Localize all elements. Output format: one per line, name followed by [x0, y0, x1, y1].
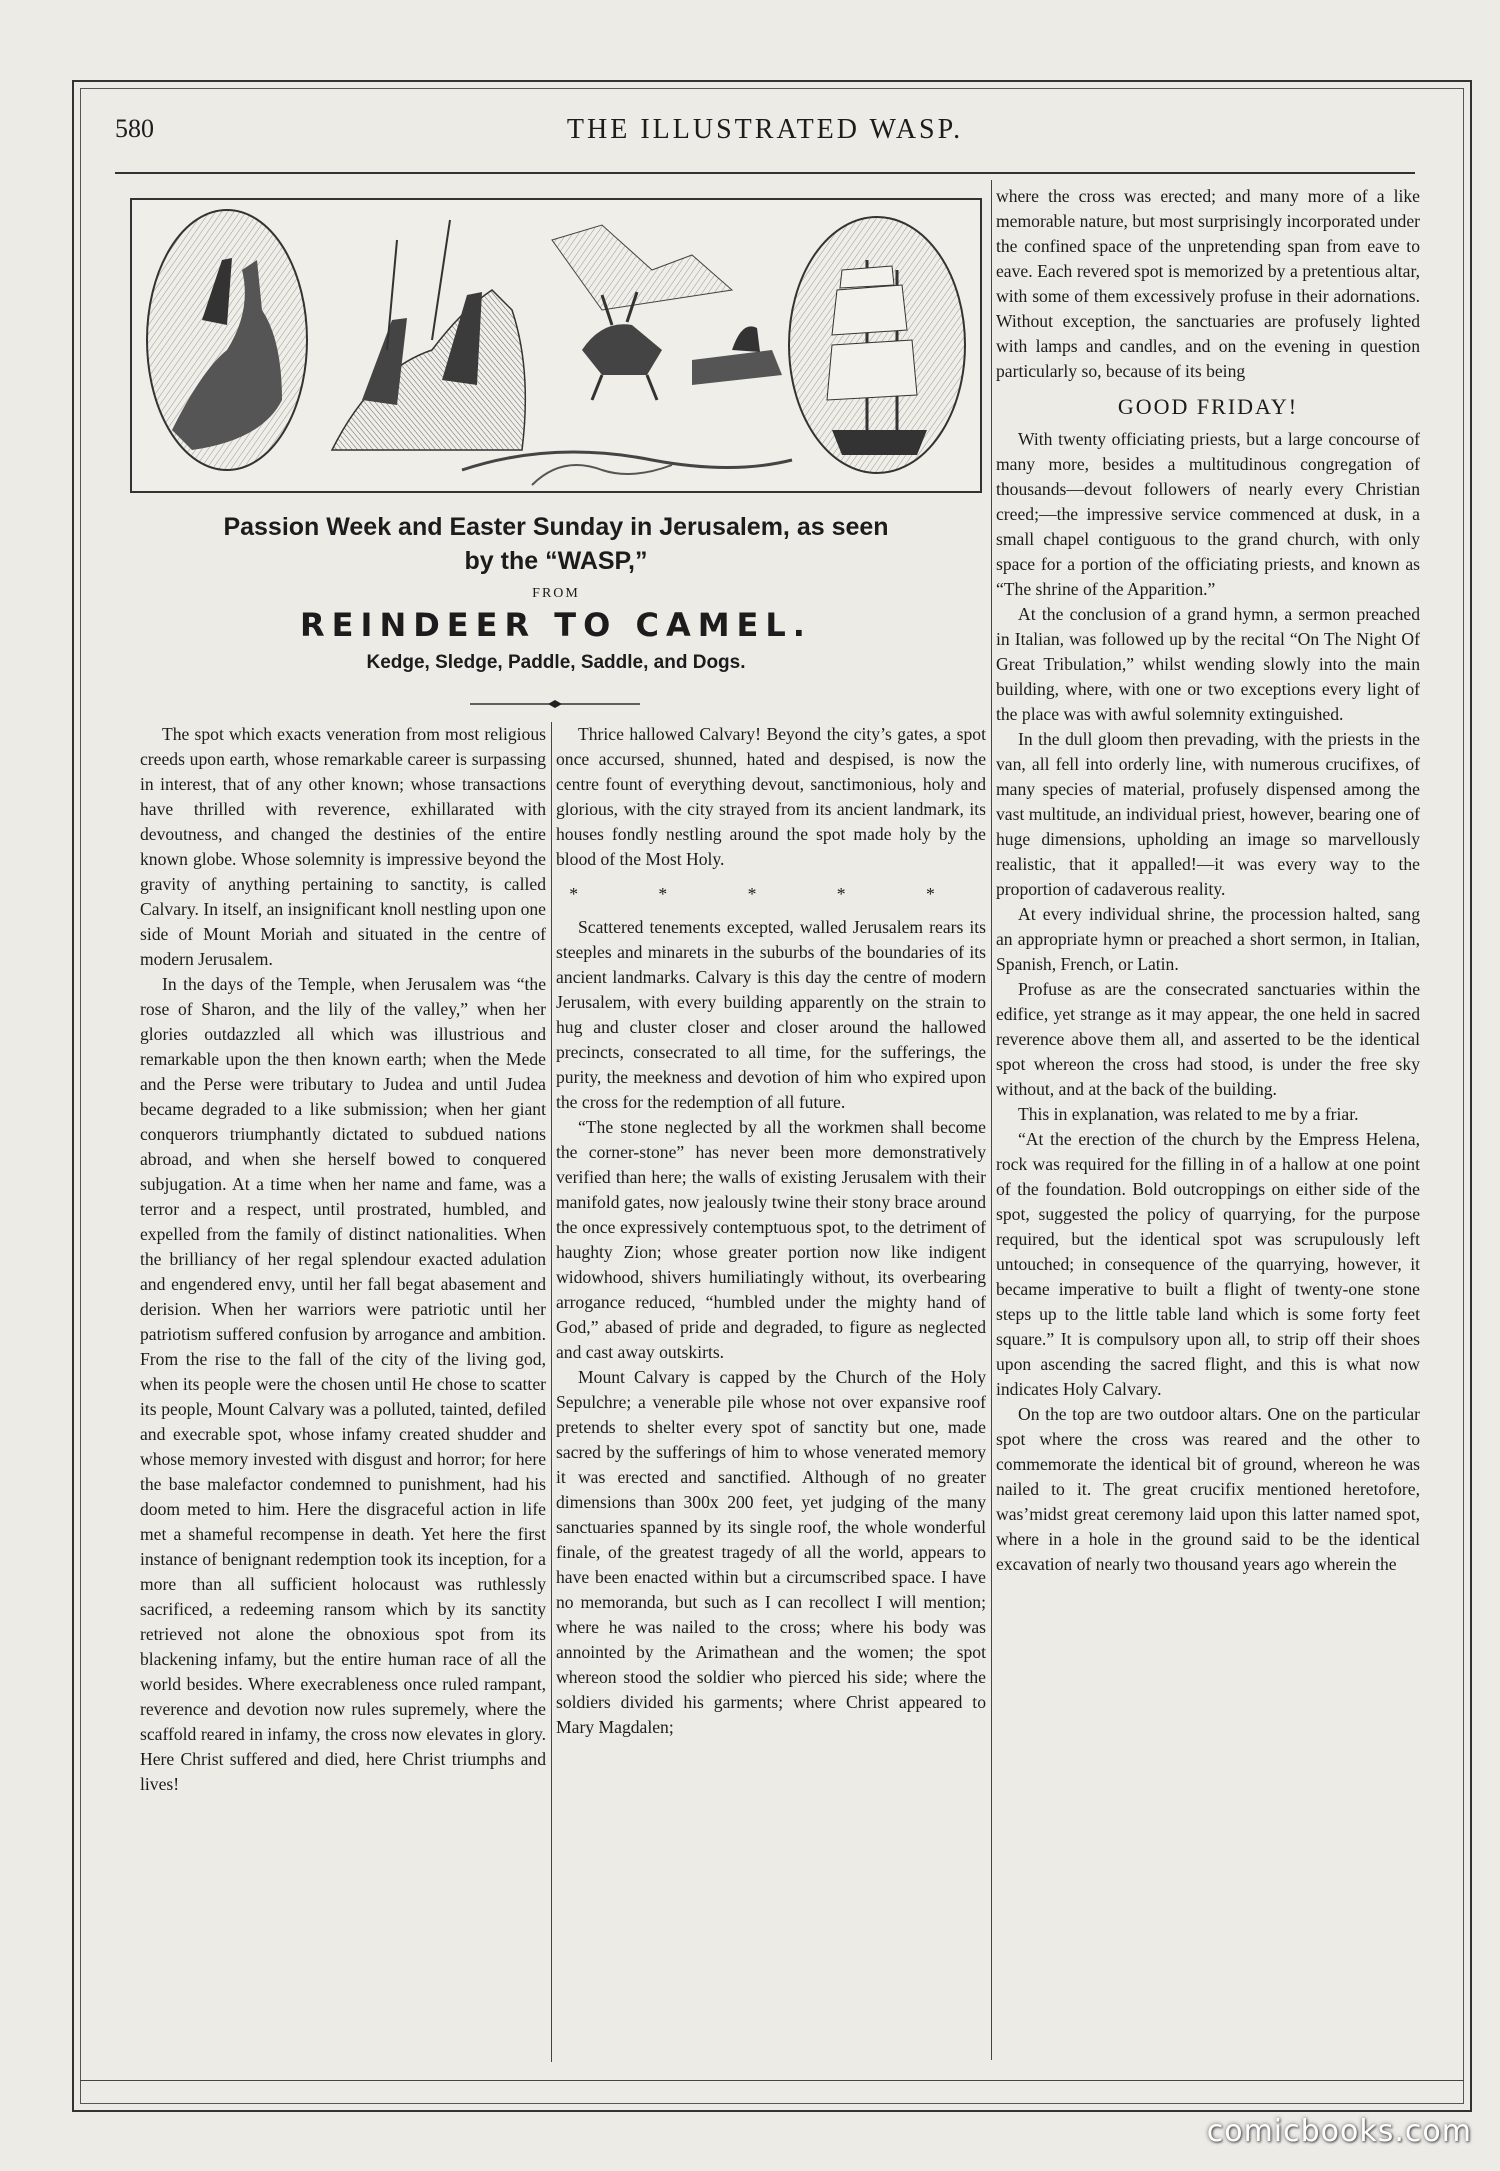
from-label: FROM: [532, 586, 580, 601]
col1-paragraph: The spot which exacts veneration from most religious creeds upon earth, whose remarkable career is surpassing in interest, that of any other known; whose transactions have thrilled with reverence, exhillarated with devoutness, and changed the destinies of the entire known globe. Whose solemnity is impressive beyond the gravity of anything pertaining to sanctity, is called Calvary. In itself, an insignificant knoll nestling upon one side of Mount Moriah and situated in the centre of modern Jerusalem.: [140, 724, 546, 969]
watermark: comicbooks.com: [1206, 2114, 1472, 2149]
col3-paragraph: Profuse as are the consecrated sanctuaries within the edifice, yet strange as it may appear, the one held in sacred reverence above them all, and asserted to be the identical spot whereon the cross had stood, is under the free sky without, and at the back of the building.: [996, 979, 1420, 1099]
col2-paragraph: Scattered tenements excepted, walled Jerusalem rears its steeples and minarets in the suburbs of the boundaries of its ancient landmarks. Calvary is this day the centre of modern Jerusalem, with every building apparently on the strain to hug and cluster closer and closer around the hallowed precincts, consecrated to all time, for the sufferings, the purity, the meekness and devotion of him who expired upon the cross for the redemption of all future.: [556, 917, 986, 1112]
col3-paragraph: At every individual shrine, the procession halted, sang an appropriate hymn or preached a short sermon, in Italian, Spanish, French, or Latin.: [996, 904, 1420, 974]
section-heading: GOOD FRIDAY!: [1117, 394, 1299, 419]
column-3: [996, 184, 1420, 1577]
col3-paragraph: “At the erection of the church by the Empress Helena, rock was required for the filling in of a hallow at one point of the foundation. Bold outcroppings on either side of the spot, suggested the policy of quarrying, for the purpose required, but the identical spot was scrupulously left untouched; in consequence of the quarrying, however, it became imperative to built a flight of twenty-one stone steps up to the little table land which is some forty feet square.” It is compulsory upon all, to strip off their shoes upon ascending the sacred flight, and this is what now indicates Holy Calvary.: [996, 1129, 1420, 1399]
column-2: [556, 722, 986, 1740]
col3-paragraph: where the cross was erected; and many more of a like memorable nature, but most surprisingly incorporated under the confined space of the unpretending span from eave to eave. Each revered spot is memorized by a pretentious altar, with some of them excessively profuse in their adornations. Without exception, the sanctuaries are profusely lighted with lamps and candles, and on the evening in question particularly so, because of its being: [996, 186, 1420, 381]
journal-title: THE ILLUSTRATED WASP.: [566, 114, 964, 145]
page-number: 580: [115, 114, 154, 143]
article-title: REINDEER TO CAMEL.: [300, 606, 812, 644]
column-rule-1: [551, 722, 552, 2062]
headline-line-1: Passion Week and Easter Sunday in Jerusalem, as seen: [223, 513, 889, 541]
col3-paragraph: In the dull gloom then prevading, with the priests in the van, all fell into orderly line, with numerous crucifixes, of many species of material, profusely dispensed among the vast multitude, an individual priest, however, bearing one of huge dimensions, upholding an image so marvellously realistic, that it appalled!—it was every way to the proportion of cadaverous reality.: [996, 729, 1420, 899]
col2-paragraph: “The stone neglected by all the workmen shall become the corner-stone” has never been more demonstratively verified than here; the walls of existing Jerusalem with their manifold gates, now jealously twine their stony brace around the once expressively contemptuous spot, to the detriment of haughty Zion; whose greater portion now like indigent widowhood, shivers humiliatingly without, its overbearing arrogance reduced, “humbled under the mighty hand of God,” abased of pride and degraded, to figure as neglected and cast away outskirts.: [556, 1117, 986, 1362]
col3-paragraph: At the conclusion of a grand hymn, a sermon preached in Italian, was followed up by the recital “On The Night Of Great Tribulation,” whilst wending slowly into the main building, where, with one or two exceptions every light of the place was with awful solemnity extinguished.: [996, 604, 1420, 724]
article-subtitle: Kedge, Sledge, Paddle, Saddle, and Dogs.: [366, 652, 746, 673]
asterisk-divider: * * * * *: [569, 884, 973, 904]
col3-paragraph: With twenty officiating priests, but a large concourse of many more, besides a multitudinous congregation of thousands—devout followers of nearly every Christian creed;—the impressive service commenced at dusk, in a small chapel contiguous to the grand church, with only space for a portion of the officiating priests, and known as “The shrine of the Apparition.”: [996, 429, 1420, 599]
running-head: [115, 114, 1415, 154]
footer-rule: [80, 2080, 1464, 2081]
col2-paragraph: Mount Calvary is capped by the Church of the Holy Sepulchre; a venerable pile whose not over expansive roof pretends to shelter every spot of sanctity but one, made sacred by the sufferings of him to whose venerated memory it was erected and sanctified. Although of no greater dimensions than 300x 200 feet, yet judging of the many sanctuaries spanned by its single roof, the whole wonderful finale, of the greatest tragedy of all the world, appears to have been enacted within but a circumscribed space. I have no memoranda, but such as I can recollect I will mention; where he was nailed to the cross; where his body was annointed by the Arimathean and the women; the spot whereon stood the soldier who pierced his side; where the soldiers divided his garments; where Christ appeared to Mary Magdalen;: [556, 1367, 986, 1737]
col3-paragraph: On the top are two outdoor altars. One on the particular spot where the cross was reared and the other to commemorate the identical bit of ground, whereon he was nailed to it. The great crucifix mentioned heretofore, was’midst great ceremony laid upon this latter named spot, where in a hole in the ground said to be the identical excavation of nearly two thousand years ago wherein the: [996, 1404, 1420, 1574]
header-rule: [115, 172, 1415, 174]
ornament-divider: [470, 700, 640, 708]
headline-block: [130, 510, 982, 674]
col2-paragraph: Thrice hallowed Calvary! Beyond the city’s gates, a spot once accursed, shunned, hated and despised, is now the centre fount of everything devout, sanctimonious, holy and glorious, with the city strayed from its ancient landmark, its houses fondly nestling around the spot made holy by the blood of the Most Holy.: [556, 724, 986, 869]
headline-line-2: by the “WASP,”: [464, 547, 648, 575]
illustration-art: [132, 200, 980, 491]
col1-paragraph: In the days of the Temple, when Jerusalem was “the rose of Sharon, and the lily of the valley,” when her glories outdazzled all which was illustrious and remarkable upon the then known earth; when the Mede and the Perse were tributary to Judea and until Judea became degraded to a like submission; when her giant conquerors triumphantly dictated to subdued nations abroad, and when she herself bowed to conquered subjugation. At a time when her name and fame, was a terror and a respect, until prostrated, humbled, and expelled from the family of distinct nationalities. When the brilliancy of her regal splendour exacted adulation and engendered envy, until her fall begat abasement and derision. When her warriors were patriotic until her patriotism suffered confusion by arrogance and ambition. From the rise to the fall of the city of the living god, when its people were the chosen until He chose to scatter its people, Mount Calvary was a polluted, tainted, defiled and execrable spot, whose infamy created shudder and whose memory invested with disgust and horror; for here the base malefactor condemned to punishment, had his doom meted to him. Here the disgraceful action in life met a shameful recompense in death. Yet here the first instance of benignant redemption took its inception, for a more than all sufficient holocaust was ruthlessly sacrificed, a redeeming ransom which by its sanctity retrieved not alone the obnoxious spot from its blackening infamy, but the entire human race of all the world besides. Where execrableness once ruled rampant, reverence and devotion now rules supremely, where the scaffold reared in infamy, the cross now elevates in glory. Here Christ suffered and died, here Christ triumphs and lives!: [140, 974, 546, 1794]
column-rule-2: [991, 180, 992, 2060]
col3-paragraph: This in explanation, was related to me by a friar.: [1018, 1104, 1359, 1124]
column-1: [140, 722, 546, 1797]
engraved-illustration: [130, 198, 982, 493]
